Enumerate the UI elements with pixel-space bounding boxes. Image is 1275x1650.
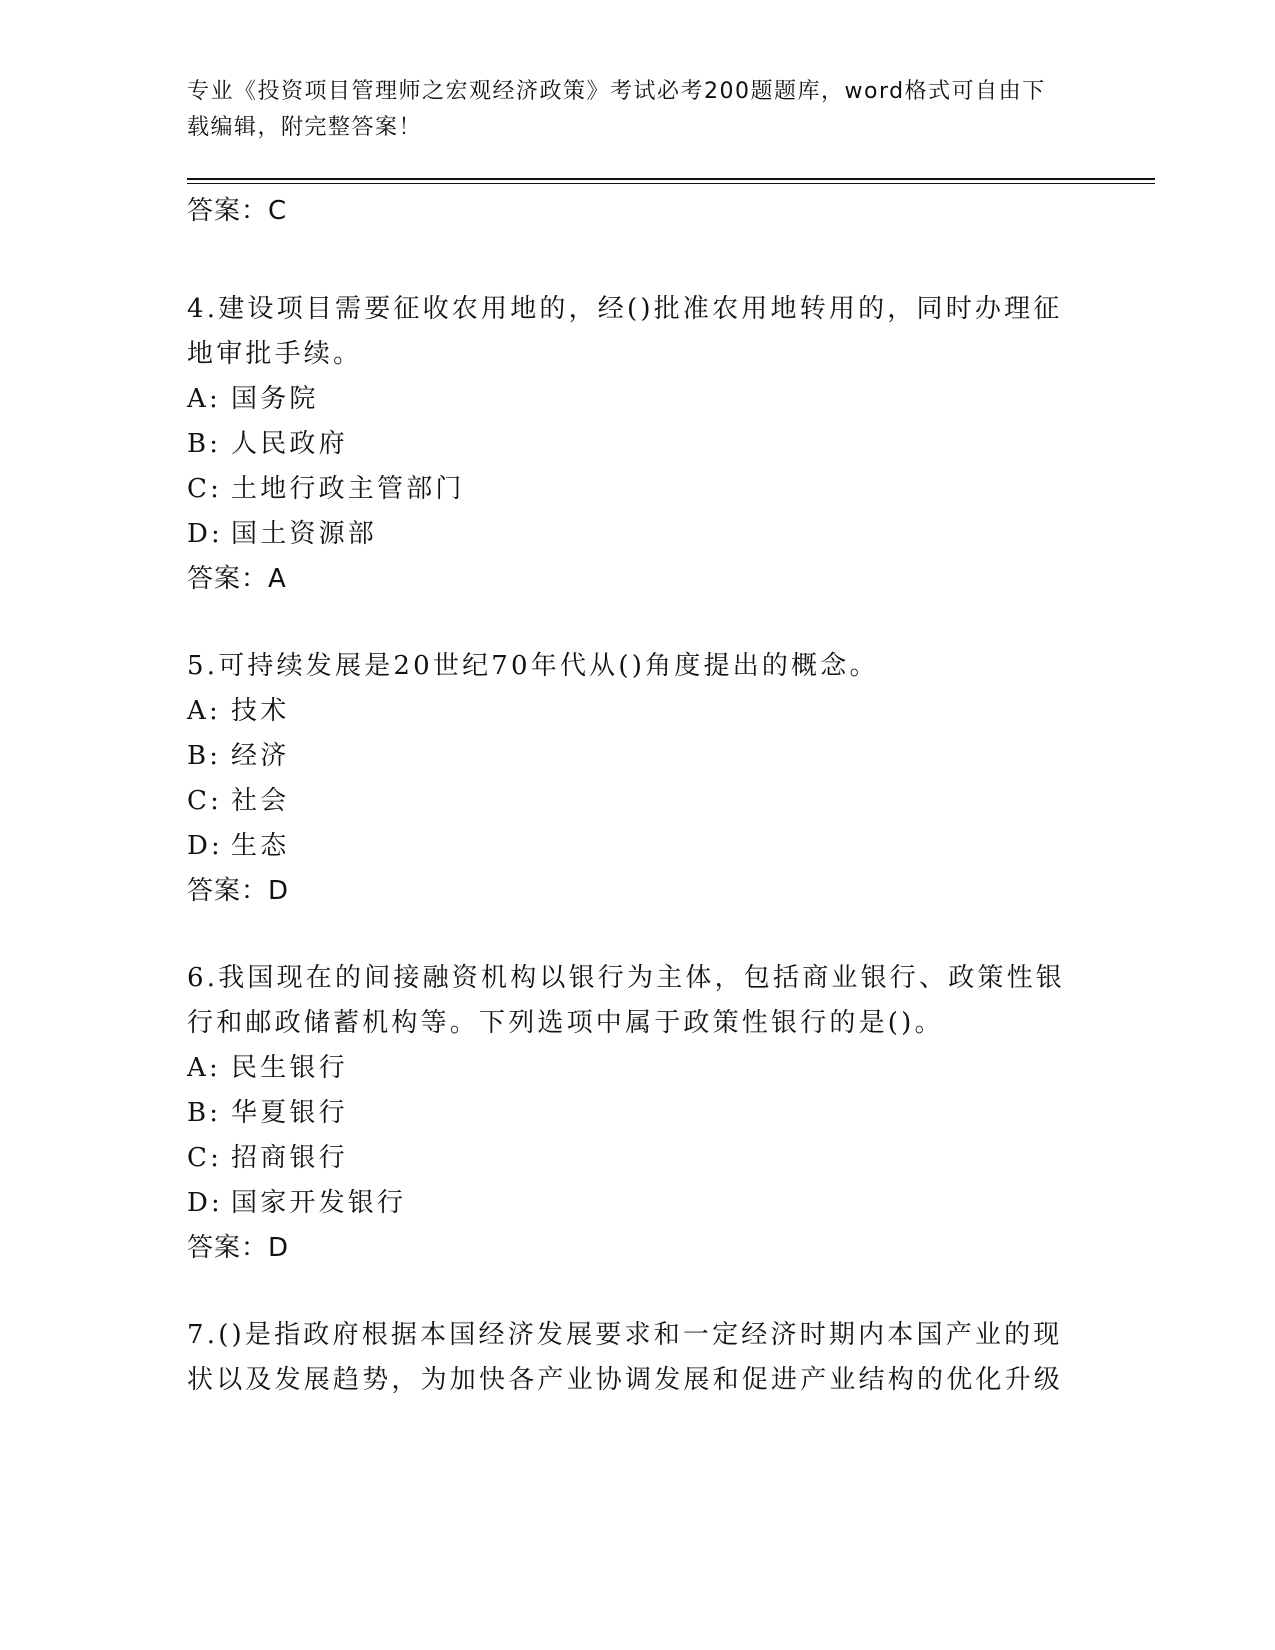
option-text: 国土资源部	[231, 519, 378, 549]
answer-line: 答案：D	[187, 876, 290, 906]
option-text: 土地行政主管部门	[231, 474, 465, 504]
answer-line: 答案：D	[187, 1233, 290, 1263]
question-7	[187, 1313, 1087, 1403]
option-b	[187, 422, 1087, 467]
question-stem: 7.()是指政府根据本国经济发展要求和一定经济时期内本国产业的现状以及发展趋势，为加快各产业协调发展和促进产业结构的优化升级	[187, 1320, 1064, 1395]
option-text: 民生银行	[231, 1053, 348, 1083]
option-text: 生态	[231, 831, 290, 861]
option-b	[187, 1091, 1087, 1136]
option-b	[187, 734, 1087, 779]
option-key: C:	[187, 474, 223, 504]
option-text: 技术	[231, 696, 290, 726]
option-text: 国务院	[231, 384, 319, 414]
option-text: 华夏银行	[231, 1098, 348, 1128]
option-a	[187, 689, 1087, 734]
header-rule	[187, 178, 1155, 180]
option-text: 社会	[231, 786, 290, 816]
option-c	[187, 779, 1087, 824]
answer-line: 答案：A	[187, 564, 287, 594]
question-6	[187, 956, 1087, 1271]
option-text: 国家开发银行	[231, 1188, 407, 1218]
option-text: 经济	[231, 741, 290, 771]
option-key: A:	[187, 1053, 221, 1083]
document-body	[187, 191, 1087, 1403]
question-stem: 4.建设项目需要征收农用地的，经()批准农用地转用的，同时办理征地审批手续。	[187, 294, 1063, 369]
option-text: 招商银行	[231, 1143, 348, 1173]
option-d	[187, 512, 1087, 557]
option-key: C:	[187, 1143, 223, 1173]
option-text: 人民政府	[231, 429, 348, 459]
option-key: D:	[187, 519, 224, 549]
option-a	[187, 1046, 1087, 1091]
header-rule-thin	[187, 183, 1155, 184]
option-key: C:	[187, 786, 223, 816]
option-key: B:	[187, 429, 222, 459]
answer-line: 答案：C	[187, 196, 288, 226]
option-c	[187, 467, 1087, 512]
question-4	[187, 287, 1087, 602]
option-key: D:	[187, 1188, 224, 1218]
option-key: A:	[187, 384, 221, 414]
option-key: B:	[187, 741, 222, 771]
question-stem: 5.可持续发展是20世纪70年代从()角度提出的概念。	[187, 651, 879, 681]
option-d	[187, 824, 1087, 869]
question-stem: 6.我国现在的间接融资机构以银行为主体，包括商业银行、政策性银行和邮政储蓄机构等。下列选项中属于政策性银行的是()。	[187, 963, 1066, 1038]
option-d	[187, 1181, 1087, 1226]
option-c	[187, 1136, 1087, 1181]
option-a	[187, 377, 1087, 422]
option-key: D:	[187, 831, 224, 861]
question-5	[187, 644, 1087, 914]
option-key: A:	[187, 696, 221, 726]
option-key: B:	[187, 1098, 222, 1128]
document-header: 专业《投资项目管理师之宏观经济政策》考试必考200题题库，word格式可自由下载编辑，附完整答案！	[187, 79, 1046, 140]
